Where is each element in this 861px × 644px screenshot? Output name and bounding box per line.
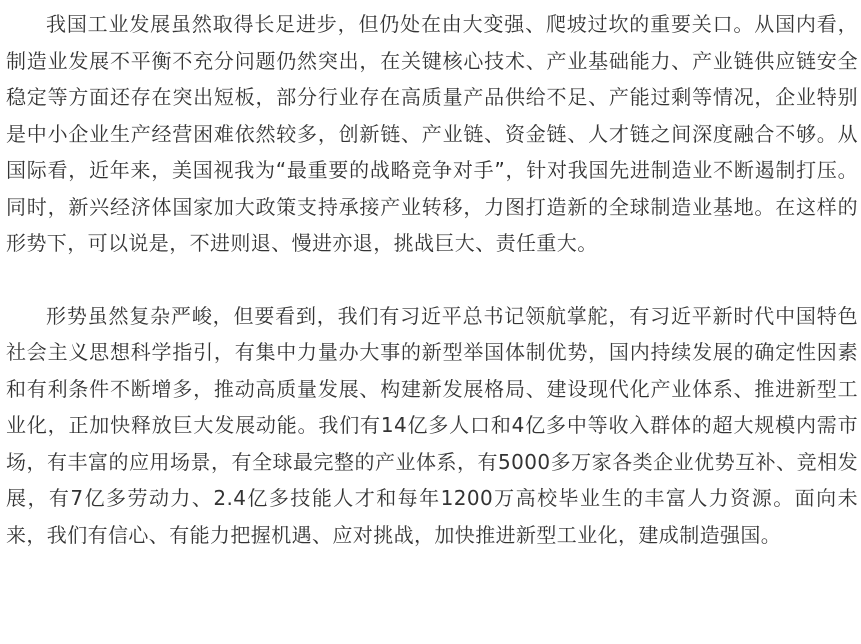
paragraph-challenges: 我国工业发展虽然取得长足进步，但仍处在由大变强、爬坡过坎的重要关口。从国内看，制造业发展不平衡不充分问题仍然突出，在关键核心技术、产业基础能力、产业链供应链安全稳定等方面还存在突出短板，部分行业存在高质量产品供给不足、产能过剩等情况，企业特别是中小企业生产经营困难依然较多，创新链、产业链、资金链、人才链之间深度融合不够。从国际看，近年来，美国视我为“最重要的战略竞争对手”，针对我国先进制造业不断遏制打压。同时，新兴经济体国家加大政策支持承接产业转移，力图打造新的全球制造业基地。在这样的形势下，可以说是，不进则退、慢进亦退，挑战巨大、责任重大。 (6, 12, 858, 255)
paragraph-advantages: 形势虽然复杂严峻，但要看到，我们有习近平总书记领航掌舵，有习近平新时代中国特色社会主义思想科学指引，有集中力量办大事的新型举国体制优势，国内持续发展的确定性因素和有利条件不断增多，推动高质量发展、构建新发展格局、建设现代化产业体系、推进新型工业化，正加快释放巨大发展动能。我们有14亿多人口和4亿多中等收入群体的超大规模内需市场，有丰富的应用场景，有全球最完整的产业体系，有5000多万家各类企业优势互补、竞相发展，有7亿多劳动力、2.4亿多技能人才和每年1200万高校毕业生的丰富人力资源。面向未来，我们有信心、有能力把握机遇、应对挑战，加快推进新型工业化，建成制造强国。 (6, 303, 858, 547)
